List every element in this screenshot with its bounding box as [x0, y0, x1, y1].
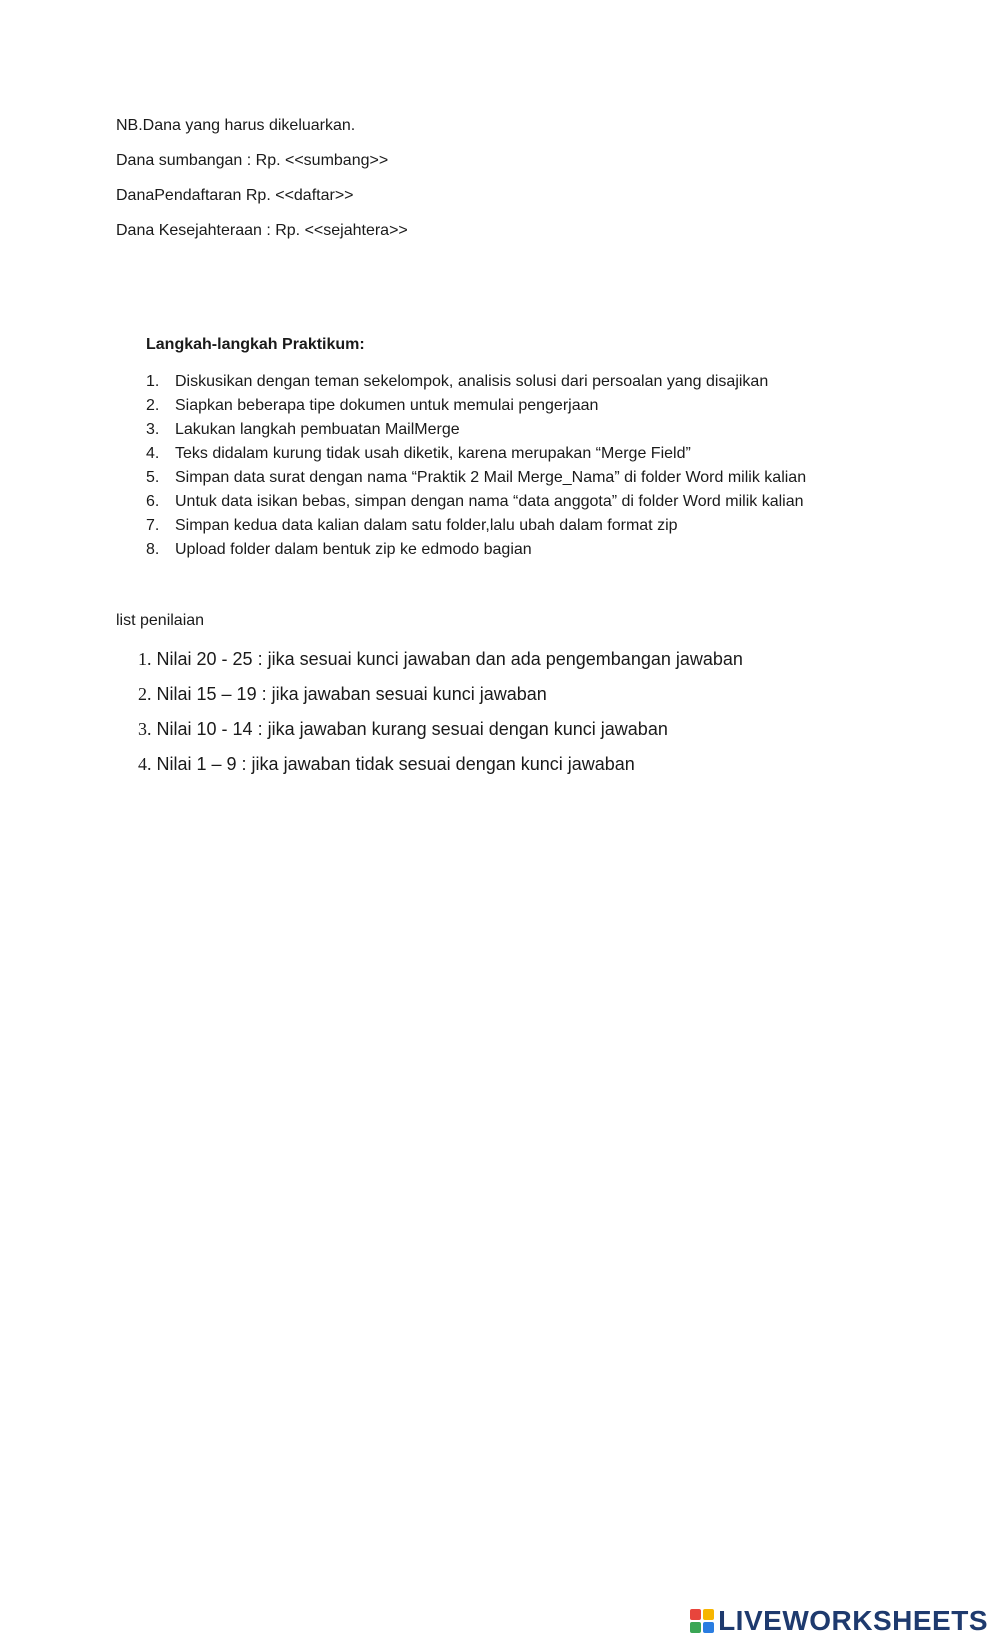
- list-item: [146, 468, 806, 492]
- step-number: 1.: [146, 373, 160, 390]
- list-item: [146, 420, 806, 444]
- logo-square-green: [690, 1622, 701, 1633]
- list-item: [146, 372, 806, 396]
- grade-number: 4.: [138, 754, 152, 774]
- list-item: [138, 682, 743, 717]
- step-text: Lakukan langkah pembuatan MailMerge: [175, 421, 460, 438]
- brand-name: LIVEWORKSHEETS: [718, 1605, 988, 1636]
- step-text: Simpan kedua data kalian dalam satu folder,lalu ubah dalam format zip: [175, 517, 678, 534]
- grade-number: 2.: [138, 684, 152, 704]
- note-pendaftaran: DanaPendaftaran Rp. <<daftar>>: [116, 187, 354, 204]
- list-item: [138, 717, 743, 752]
- step-number: 4.: [146, 445, 160, 462]
- list-item: [146, 396, 806, 420]
- list-item: [138, 752, 743, 787]
- logo-square-red: [690, 1609, 701, 1620]
- liveworksheets-logo-icon: [690, 1609, 714, 1633]
- step-number: 5.: [146, 469, 160, 486]
- list-item: [146, 492, 806, 516]
- step-text: Diskusikan dengan teman sekelompok, analisis solusi dari persoalan yang disajikan: [175, 373, 769, 390]
- practicum-steps: [146, 372, 806, 564]
- grading-title: list penilaian: [116, 612, 205, 629]
- list-item: [138, 647, 743, 682]
- grading-list: [138, 647, 743, 787]
- step-text: Untuk data isikan bebas, simpan dengan nama “data anggota” di folder Word milik kalian: [175, 493, 804, 510]
- step-number: 3.: [146, 421, 160, 438]
- list-item: [146, 540, 806, 564]
- step-text: Teks didalam kurung tidak usah diketik, karena merupakan “Merge Field”: [175, 445, 691, 462]
- step-text: Simpan data surat dengan nama “Praktik 2 Mail Merge_Nama” di folder Word milik kalian: [175, 469, 807, 486]
- note-kesejahteraan: Dana Kesejahteraan : Rp. <<sejahtera>>: [116, 222, 408, 239]
- grade-text: Nilai 10 - 14 : jika jawaban kurang sesuai dengan kunci jawaban: [156, 719, 668, 739]
- logo-square-blue: [703, 1622, 714, 1633]
- liveworksheets-brand: [690, 1605, 988, 1637]
- grade-text: Nilai 15 – 19 : jika jawaban sesuai kunci jawaban: [156, 684, 547, 704]
- step-number: 2.: [146, 397, 160, 414]
- list-item: [146, 516, 806, 540]
- step-number: 7.: [146, 517, 160, 534]
- step-text: Upload folder dalam bentuk zip ke edmodo bagian: [175, 541, 532, 558]
- grade-number: 1.: [138, 649, 152, 669]
- step-number: 8.: [146, 541, 160, 558]
- practicum-heading: Langkah-langkah Praktikum:: [146, 336, 365, 353]
- logo-square-yellow: [703, 1609, 714, 1620]
- step-text: Siapkan beberapa tipe dokumen untuk memulai pengerjaan: [175, 397, 599, 414]
- note-nb: NB.Dana yang harus dikeluarkan.: [116, 117, 356, 134]
- list-item: [146, 444, 806, 468]
- grade-text: Nilai 20 - 25 : jika sesuai kunci jawaban dan ada pengembangan jawaban: [156, 649, 743, 669]
- grade-number: 3.: [138, 719, 152, 739]
- note-sumbangan: Dana sumbangan : Rp. <<sumbang>>: [116, 152, 389, 169]
- step-number: 6.: [146, 493, 160, 510]
- grade-text: Nilai 1 – 9 : jika jawaban tidak sesuai dengan kunci jawaban: [156, 754, 635, 774]
